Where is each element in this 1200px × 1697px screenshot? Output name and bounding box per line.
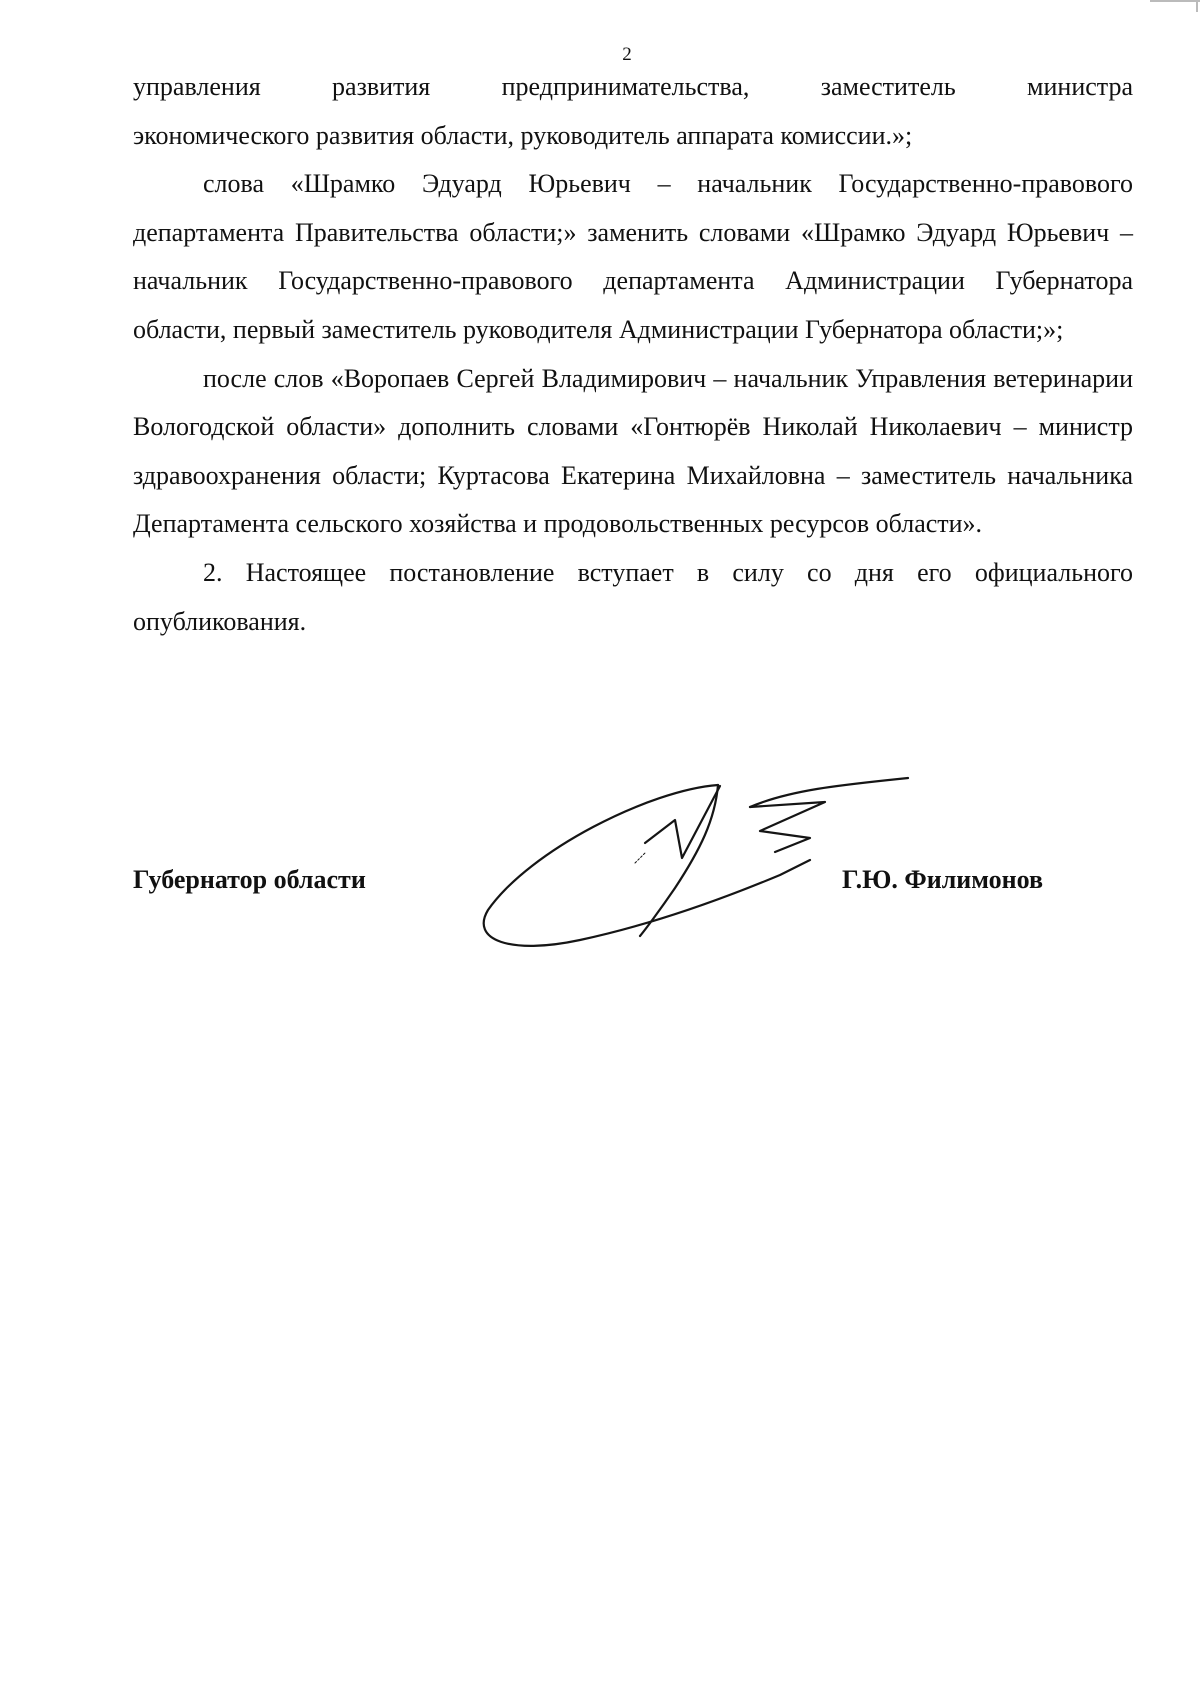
signature-block	[0, 760, 1200, 980]
scan-mark-top-right	[1150, 0, 1200, 2]
scan-mark-right-edge	[1196, 0, 1198, 12]
signatory-position: Губернатор области	[133, 865, 366, 894]
paragraph-amendment-voropaev: после слов «Воропаев Сергей Владимирович – начальник Управления ветеринарии Вологодской области» дополнить словами «Гонтюрёв Николай Николаевич – министр здравоохранения области; Куртасова Екатерина Михайловна – заместитель начальника Департамента сельского хозяйства и продовольственных ресурсов области».	[133, 363, 1133, 539]
page-number: 2	[622, 44, 632, 65]
paragraph-continuation-rest: экономического развития области, руководитель аппарата комиссии.»;	[133, 120, 913, 150]
paragraph-effective-date: 2. Настоящее постановление вступает в силу со дня его официального опубликования.	[133, 557, 1133, 636]
paragraph-amendment-shramko: слова «Шрамко Эдуард Юрьевич – начальник Государственно-правового департамента Правительства области;» заменить словами «Шрамко Эдуард Юрьевич – начальник Государственно-правового департамента Администрации Губернатора области, первый заместитель руководителя Администрации Губернатора области;»;	[133, 169, 1133, 344]
handwritten-signature	[470, 760, 930, 960]
signatory-name: Г.Ю. Филимонов	[842, 865, 1044, 894]
document-body	[133, 63, 1133, 646]
paragraph-continuation-first-line: управления развития предпринимательства, заместитель министра	[133, 72, 1133, 101]
